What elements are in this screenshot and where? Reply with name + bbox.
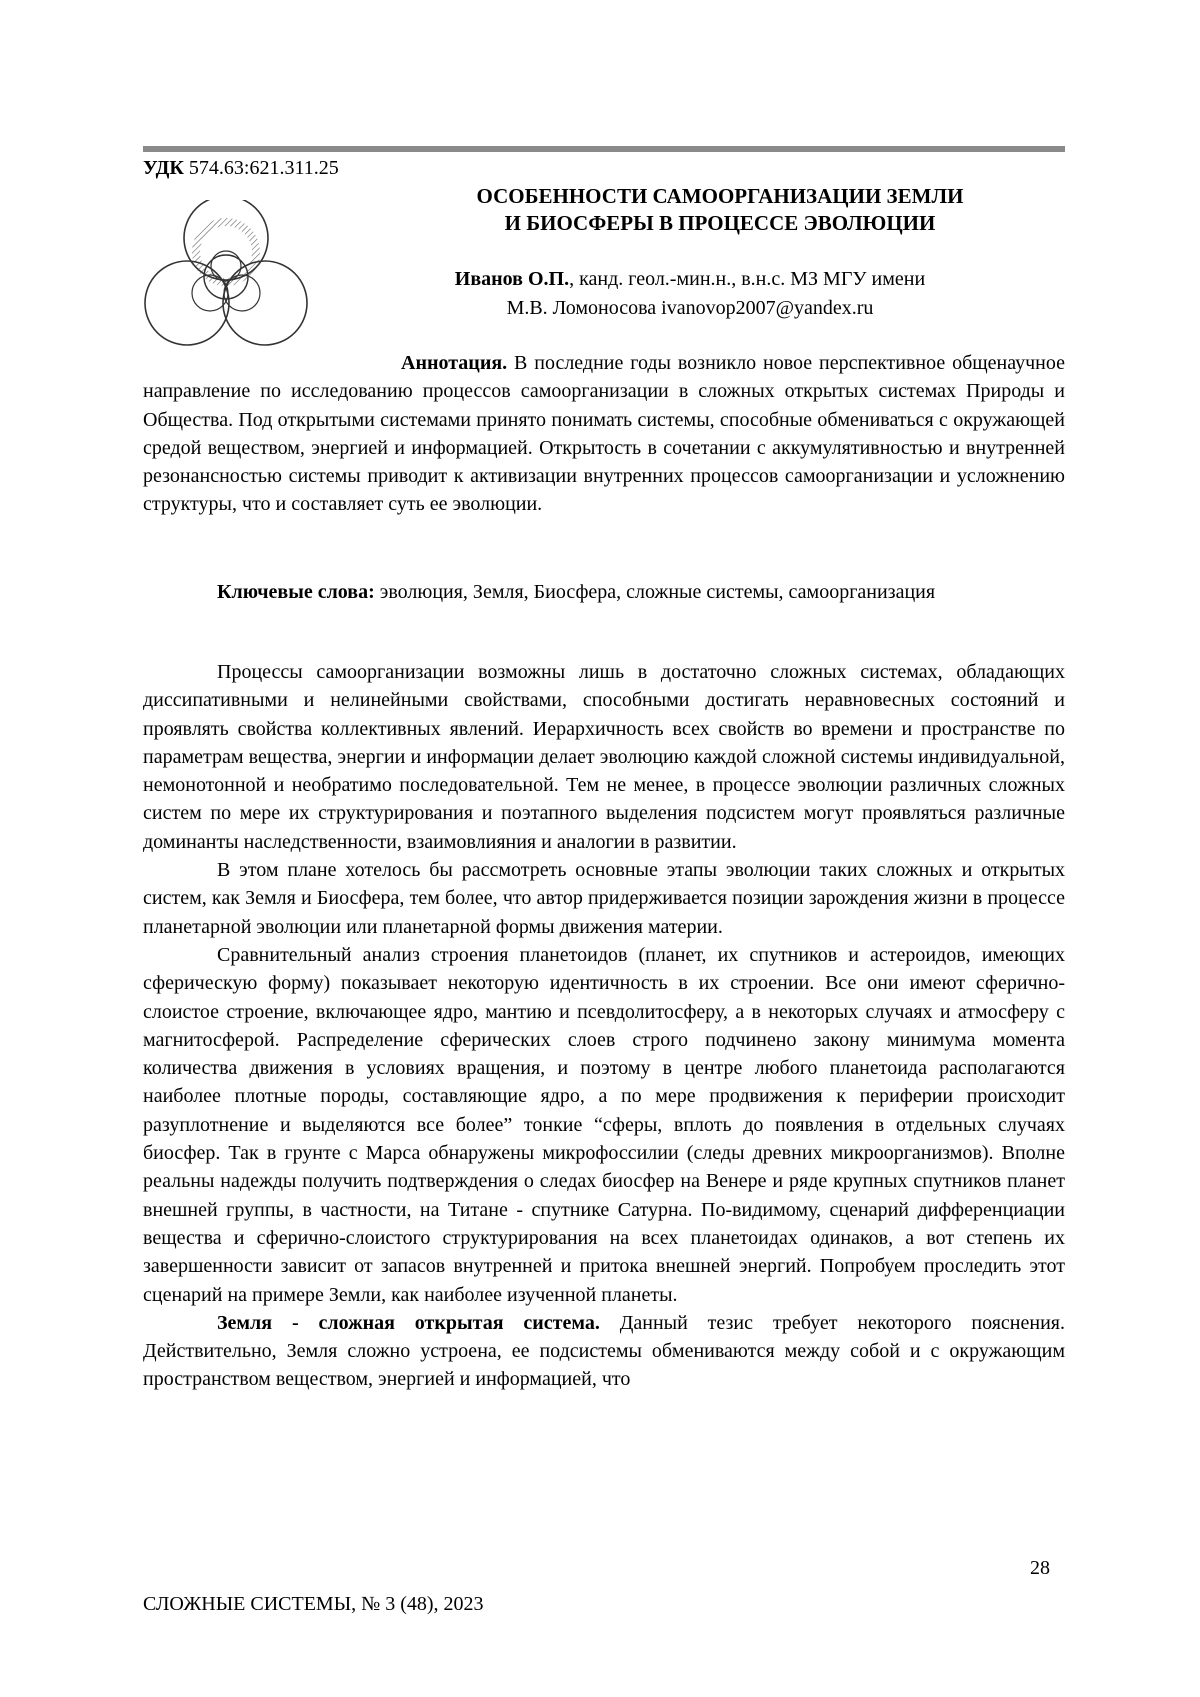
title-line-2: И БИОСФЕРЫ В ПРОЦЕССЕ ЭВОЛЮЦИИ [504, 211, 936, 235]
abstract-text: В последние годы возникло новое перспективное общенаучное направление по исследованию процессов самоорганизации в сложных открытых системах Природы и Общества. Под открытыми системами принято понимать системы, способные обмениваться с окружающей средой веществом, энергией и информацией. Открытость в сочетании с аккумулятивностью и внутренней резонансностью системы приводит к активизации внутренних процессов самоорганизации и усложнению структуры, что и составляет суть ее эволюции. [143, 352, 1065, 516]
page-number: 28 [1030, 1557, 1050, 1579]
udk-line [143, 156, 339, 180]
keywords-label: Ключевые слова: [217, 581, 375, 603]
journal-footer: СЛОЖНЫЕ СИСТЕМЫ, № 3 (48), 2023 [143, 1593, 484, 1615]
udk-code: 574.63:621.311.25 [188, 157, 339, 179]
body-paragraph-3: Сравнительный анализ строения планетоидов (планет, их спутников и астероидов, имеющих сферическую форму) показывает некоторую идентичность в их строении. Все они имеют сферично-слоистое строение, включающее ядро, мантию и псевдолитосферу, а в некоторых случаях и атмосферу с магнитосферой. Распределение сферических слоев строго подчинено закону минимума момента количества движения в условиях вращения, и поэтому в центре любого планетоида располагаются наиболее плотные породы, составляющие ядро, а по мере продвижения к периферии происходит разуплотнение и выделяются все более” тонкие “сферы, вплоть до появления в отдельных случаях биосфер. Так в грунте с Марса обнаружены микрофоссилии (следы древних микроорганизмов). Вполне реальны надежды получить подтверждения о следах биосфер на Венере и ряде крупных спутников планет внешней группы, в частности, на Титане - спутнике Сатурна. По-видимому, сценарий дифференциации вещества и сферично-слоистого структурирования на всех планетоидах одинаков, а вот степень их завершенности зависит от запасов внутренней и притока внешней энергий. Попробуем проследить этот сценарий на примере Земли, как наиболее изученной планеты. [143, 943, 1065, 1306]
udk-label: УДК [143, 157, 184, 179]
author-affiliation-line-2: М.В. Ломоносова ivanovop2007@yandex.ru [506, 297, 874, 319]
title-line-1: ОСОБЕННОСТИ САМООРГАНИЗАЦИИ ЗЕМЛИ [476, 184, 964, 208]
body-paragraph-4 [143, 1309, 1065, 1394]
abstract-label: Аннотация. [401, 352, 508, 374]
author-affiliation: , канд. геол.-мин.н., в.н.с. МЗ МГУ имени [569, 268, 926, 290]
author-name: Иванов О.П. [454, 268, 570, 290]
keywords-text: эволюция, Земля, Биосфера, сложные системы, самоорганизация [379, 581, 936, 603]
article-title [420, 183, 1020, 237]
abstract [143, 349, 1065, 519]
body-paragraph-4-text: Данный тезис требует некоторого пояснения. Действительно, Земля сложно устроена, ее подсистемы обмениваются между собой и с окружающим пространством веществом, энергией и информацией, что [143, 1311, 1065, 1391]
body-paragraph-2: В этом плане хотелось бы рассмотреть основные этапы эволюции таких сложных и открытых систем, как Земля и Биосфера, тем более, что автор придерживается позиции зарождения жизни в процессе планетарной эволюции или планетарной формы движения материи. [143, 859, 1065, 938]
article-body [143, 658, 1065, 1394]
section-lead: Земля - сложная открытая система. [217, 1311, 600, 1334]
author-block [390, 265, 990, 323]
three-circles-logo-icon [143, 200, 309, 352]
keywords [143, 578, 1065, 606]
header-rule [143, 146, 1065, 152]
body-paragraph-1: Процессы самоорганизации возможны лишь в достаточно сложных системах, обладающих диссипативными и нелинейными свойствами, способными достигать неравновесных состояний и проявлять свойства коллективных явлений. Иерархичность всех свойств во времени и пространстве по параметрам вещества, энергии и информации делает эволюцию каждой сложной системы индивидуальной, немонотонной и необратимо последовательной. Тем не менее, в процессе эволюции различных сложных систем по мере их структурирования и поэтапного выделения подсистем могут проявляться различные доминанты наследственности, взаимовлияния и аналогии в развитии. [143, 661, 1065, 853]
